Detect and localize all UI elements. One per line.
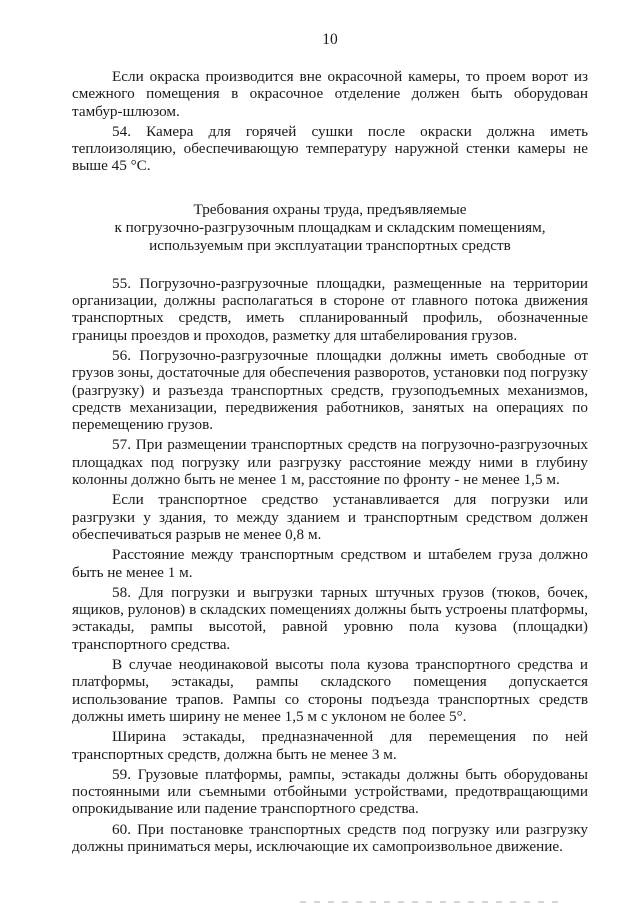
paragraph-60: 60. При постановке транспортных средств под погрузку или разгрузку должны приниматься меры, исключающие их самопроизвольное движение. (72, 820, 588, 855)
paragraph-58-overpass-width: Ширина эстакады, предназначенной для перемещения по ней транспортных средств, должна быть не менее 3 м. (72, 728, 588, 763)
paragraph-58-ramps: В случае неодинаковой высоты пола кузова транспортного средства и платформы, эстакады, рампы складского помещения допускается использование трапов. Рампы со стороны подъезда транспортных средств должны иметь ширину не менее 1,5 м с уклоном не более 5°. (72, 656, 588, 725)
section-heading (72, 201, 588, 255)
section-heading-line-3: используемым при эксплуатации транспортных средств (149, 236, 511, 254)
paragraph-58: 58. Для погрузки и выгрузки тарных штучных грузов (тюков, бочек, ящиков, рулонов) в складских помещениях должны быть устроены платформы, эстакады, рампы высотой, равной уровню пола кузова (площадки) транспортного средства. (72, 583, 588, 653)
paragraph-56: 56. Погрузочно-разгрузочные площадки должны иметь свободные от грузов зоны, достаточные для обеспечения разворотов, установки под погрузку (разгрузку) и разъезда транспортных средств, грузоподъемных механизмов, средств механизации, передвижения работников, занятых на операциях по перемещению грузов. (72, 346, 588, 434)
section-heading-line-1: Требования охраны труда, предъявляемые (193, 200, 467, 218)
paragraph-57: 57. При размещении транспортных средств на погрузочно-разгрузочных площадках под погрузку или разгрузку расстояние между ними в глубину колонны должно быть не менее 1 м, расстояние по фронту - не менее 1,5 м. (72, 436, 588, 489)
scan-edge-artifact (300, 901, 560, 903)
paragraph-paint-booth: Если окраска производится вне окрасочной камеры, то проем ворот из смежного помещения в окрасочное отделение должен быть оборудован тамбур-шлюзом. (72, 68, 588, 120)
section-heading-line-2: к погрузочно-разгрузочным площадкам и складским помещениям, (114, 218, 546, 236)
paragraph-57-building-gap: Если транспортное средство устанавливается для погрузки или разгрузки у здания, то между зданием и транспортным средством должен обеспечиваться разрыв не менее 0,8 м. (72, 491, 588, 543)
paragraph-59: 59. Грузовые платформы, рампы, эстакады должны быть оборудованы постоянными или съемными отбойными устройствами, предотвращающими опрокидывание или падение транспортного средства. (72, 765, 588, 818)
paragraph-54: 54. Камера для горячей сушки после окраски должна иметь теплоизоляцию, обеспечивающую температуру наружной стенки камеры не выше 45 °С. (72, 122, 588, 175)
paragraph-55: 55. Погрузочно-разгрузочные площадки, размещенные на территории организации, должны располагаться в стороне от главного потока движения транспортных средств, иметь спланированный профиль, обозначенные границы проездов и проходов, разметку для штабелирования грузов. (72, 274, 588, 344)
section-intro (72, 68, 588, 175)
page-number: 10 (322, 31, 338, 48)
paragraph-57-stack-distance: Расстояние между транспортным средством и штабелем груза должно быть не менее 1 м. (72, 546, 588, 581)
section-body (72, 275, 588, 856)
